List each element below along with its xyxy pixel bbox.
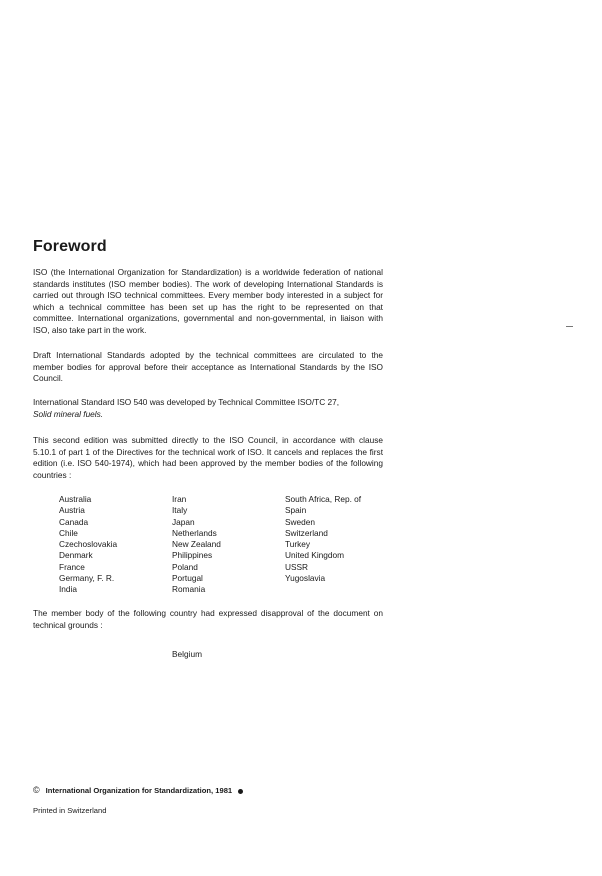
country-name: South Africa, Rep. of: [285, 494, 362, 504]
country-name: Spain: [285, 505, 307, 516]
copyright-line: [33, 785, 243, 795]
committee-title: Solid mineral fuels.: [33, 408, 104, 419]
standard-statement-prefix: International Standard ISO 540 was developed by Technical Committee ISO/TC 27,: [33, 397, 340, 407]
country-name: Denmark: [59, 550, 93, 561]
country-name: Philippines: [172, 550, 213, 561]
country-name: Romania: [172, 584, 206, 595]
copyright-text: International Organization for Standardization, 1981: [45, 786, 233, 795]
country-name: France: [59, 561, 85, 572]
country-name: Sweden: [285, 516, 315, 527]
printed-in-text: Printed in Switzerland: [33, 806, 107, 815]
country-name: Poland: [172, 561, 198, 572]
standard-statement-paragraph: [33, 397, 383, 420]
country-name: Japan: [172, 516, 195, 527]
country-name: Switzerland: [285, 527, 328, 538]
iso-intro-paragraph: ISO (the International Organization for Standardization) is a worldwide federation of national standards institutes (ISO member bodies). The work of developing International Standards is carried out through ISO technical committees. Every member body interested in a subject for which a technical committee has been set up has the right to be represented on that committee. International organizations, governmental and non-governmental, in liaison with ISO, also take part in the work.: [33, 267, 383, 335]
country-name: Austria: [59, 505, 85, 516]
disapproving-country: Belgium: [172, 649, 202, 659]
draft-standards-paragraph: Draft International Standards adopted by the technical committees are circulated to the member bodies for approval before their acceptance as International Standards by the ISO Council.: [33, 350, 383, 384]
country-name: USSR: [285, 561, 309, 572]
foreword-heading: Foreword: [33, 238, 107, 255]
country-name: Turkey: [285, 539, 311, 550]
country-name: Iran: [172, 494, 187, 504]
country-column-1: [59, 494, 117, 596]
country-name: Portugal: [172, 573, 203, 584]
country-column-3: [285, 494, 361, 584]
country-name: Yugoslavia: [285, 573, 326, 584]
country-name: Netherlands: [172, 527, 217, 538]
country-name: Canada: [59, 516, 89, 527]
country-name: New Zealand: [172, 539, 221, 550]
copyright-icon: ©: [33, 785, 40, 795]
country-name: Australia: [59, 494, 92, 504]
country-name: Italy: [172, 505, 188, 516]
bullet-icon: [238, 789, 243, 794]
country-name: Germany, F. R.: [59, 573, 115, 584]
country-name: India: [59, 584, 77, 595]
country-name: United Kingdom: [285, 550, 345, 561]
disapproval-paragraph: The member body of the following country had expressed disapproval of the document on technical grounds :: [33, 608, 383, 630]
country-name: Czechoslovakia: [59, 539, 118, 550]
country-name: Chile: [59, 527, 78, 538]
country-column-2: [172, 494, 221, 596]
margin-mark: [566, 326, 573, 327]
edition-statement-paragraph: This second edition was submitted directly to the ISO Council, in accordance with clause 5.10.1 of part 1 of the Directives for the technical work of ISO. It cancels and replaces the first edition (i.e. ISO 540-1974), which had been approved by the member bodies of the following countries :: [33, 435, 383, 480]
